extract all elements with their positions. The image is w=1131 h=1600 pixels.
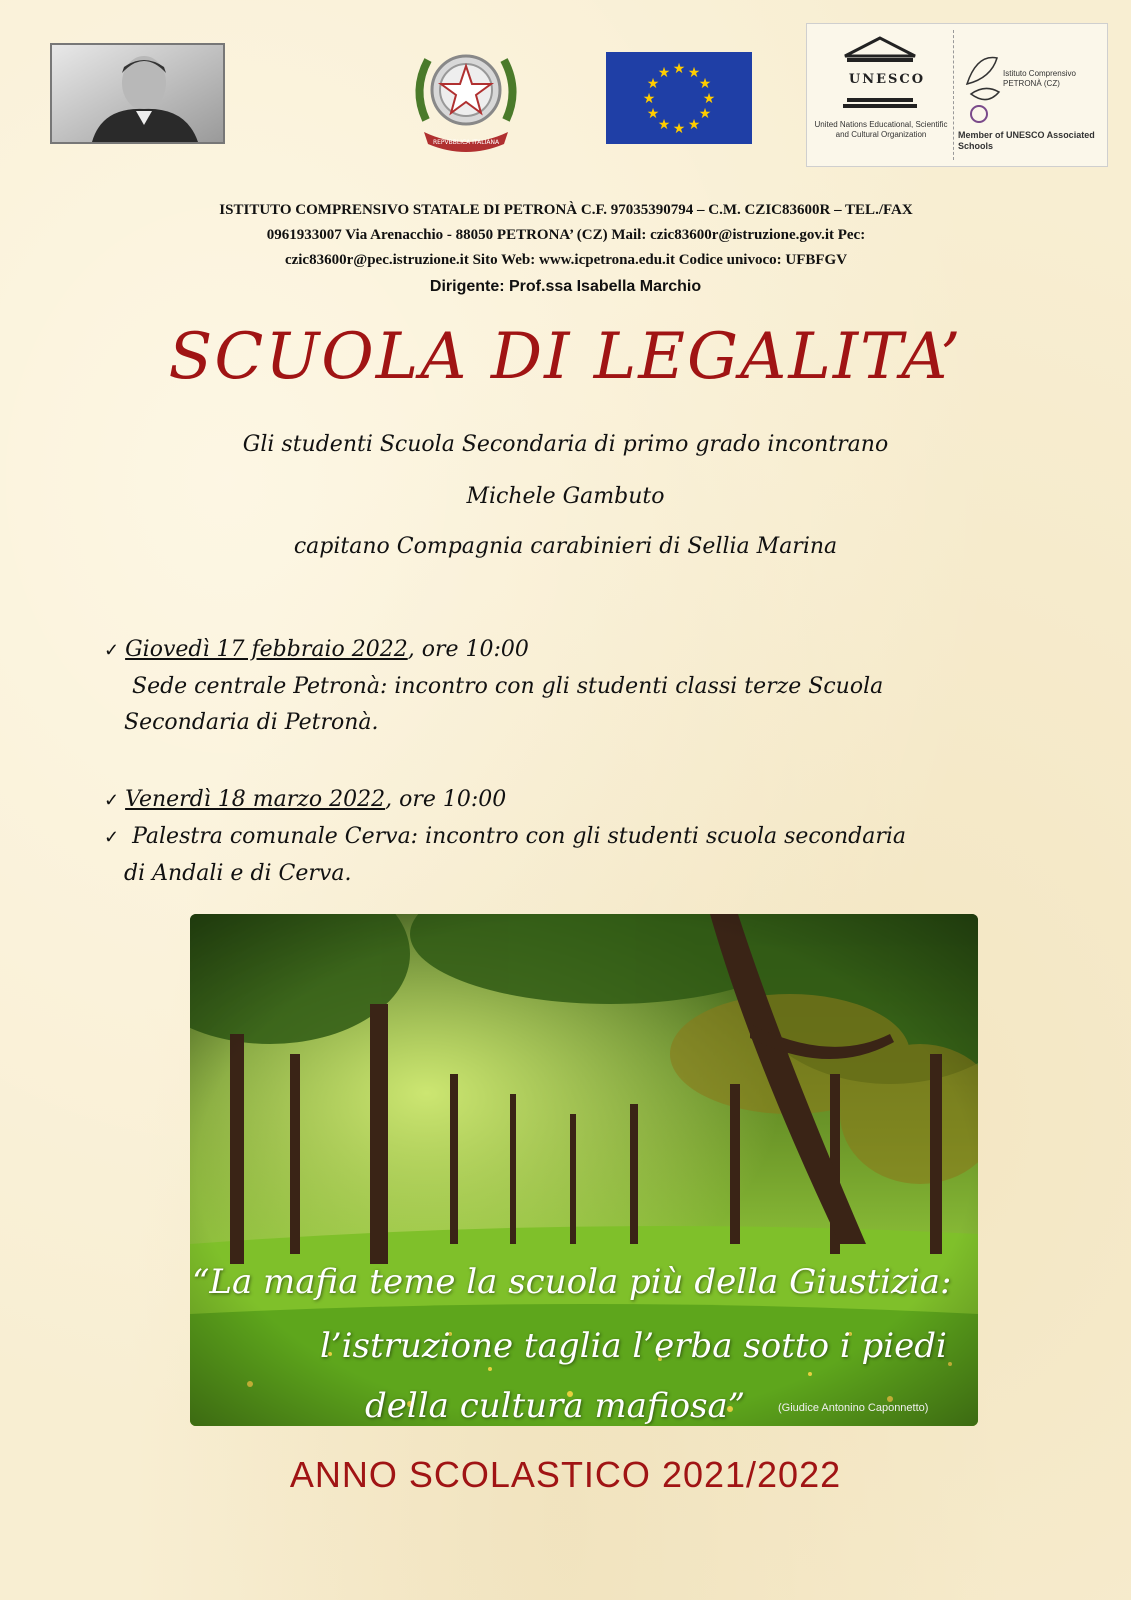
quote-overlay: [190, 914, 978, 1426]
check-icon: ✓: [104, 790, 120, 811]
event-2: [104, 782, 1034, 892]
forest-image: [190, 914, 978, 1426]
page-title: SCUOLA DI LEGALITA’: [168, 320, 963, 394]
quote-line-3: della cultura mafiosa”: [365, 1386, 746, 1426]
quote-line-2: l’istruzione taglia l’erba sotto i piedi: [320, 1326, 947, 1366]
event-date: Giovedì 17 febbraio 2022: [125, 637, 408, 662]
event-description-cont: Secondaria di Petronà.: [124, 710, 379, 735]
eu-star-icon: ★: [646, 106, 660, 122]
check-icon: ✓: [104, 640, 120, 661]
school-name-small: Istituto Comprensivo PETRONÀ (CZ): [1003, 69, 1076, 88]
unesco-caption: United Nations Educational, Scientific and Cultural Organization: [814, 120, 948, 139]
speaker-role: capitano Compagnia carabinieri di Sellia Marina: [293, 534, 838, 559]
eu-star-icon: ★: [672, 121, 686, 137]
school-contact-info: [110, 198, 1022, 273]
school-year: ANNO SCOLASTICO 2021/2022: [289, 1454, 842, 1495]
unesco-wordmark: UNESCO: [848, 72, 926, 87]
unesco-logo-box: [806, 23, 1108, 167]
eu-star-icon: ★: [687, 65, 701, 82]
event-description-cont: di Andali e di Cerva.: [124, 861, 352, 886]
eu-star-icon: ★: [672, 61, 686, 77]
check-icon: ✓: [104, 827, 120, 848]
event-date: Venerdì 18 marzo 2022: [125, 787, 386, 812]
portrait-photo: [50, 43, 225, 144]
event-description: Sede centrale Petronà: incontro con gli studenti classi terze Scuola: [132, 674, 884, 699]
contact-line-1: ISTITUTO COMPRENSIVO STATALE DI PETRONÀ C.F. 97035390794 – C.M. CZIC83600R – TEL./FAX: [219, 202, 913, 218]
italian-republic-emblem: [404, 40, 528, 158]
eu-flag-logo: [606, 52, 752, 144]
contact-line-2: 0961933007 Via Arenacchio - 88050 PETRONA’ (CZ) Mail: czic83600r@istruzione.gov.it Pec:: [266, 227, 866, 243]
eu-star-icon: ★: [698, 106, 712, 122]
unesco-member-label: Member of UNESCO Associated Schools: [958, 130, 1095, 151]
emblem-text: REPVBBLICA ITALIANA: [432, 139, 500, 146]
quote-line-1: “La mafia teme la scuola più della Giustizia:: [192, 1262, 952, 1302]
eu-star-icon: ★: [698, 76, 712, 92]
eu-star-icon: ★: [687, 116, 701, 133]
principal-name: Dirigente: Prof.ssa Isabella Marchio: [429, 278, 702, 295]
event-1: [104, 632, 1034, 741]
contact-line-3: czic83600r@pec.istruzione.it Sito Web: www.icpetrona.edu.it Codice univoco: UFBFGV: [284, 252, 848, 268]
intro-line: Gli studenti Scuola Secondaria di primo grado incontrano: [242, 432, 889, 457]
event-description: Palestra comunale Cerva: incontro con gli studenti scuola secondaria: [132, 824, 907, 849]
eu-star-icon: ★: [657, 65, 671, 82]
event-time: , ore 10:00: [407, 637, 529, 662]
eu-star-icon: ★: [646, 76, 660, 92]
eu-star-icon: ★: [657, 116, 671, 133]
eu-star-icon: ★: [702, 91, 716, 107]
eu-star-icon: ★: [642, 91, 656, 107]
event-time: , ore 10:00: [385, 787, 507, 812]
speaker-name: Michele Gambuto: [466, 484, 665, 509]
quote-author: (Giudice Antonino Caponnetto): [778, 1402, 929, 1414]
